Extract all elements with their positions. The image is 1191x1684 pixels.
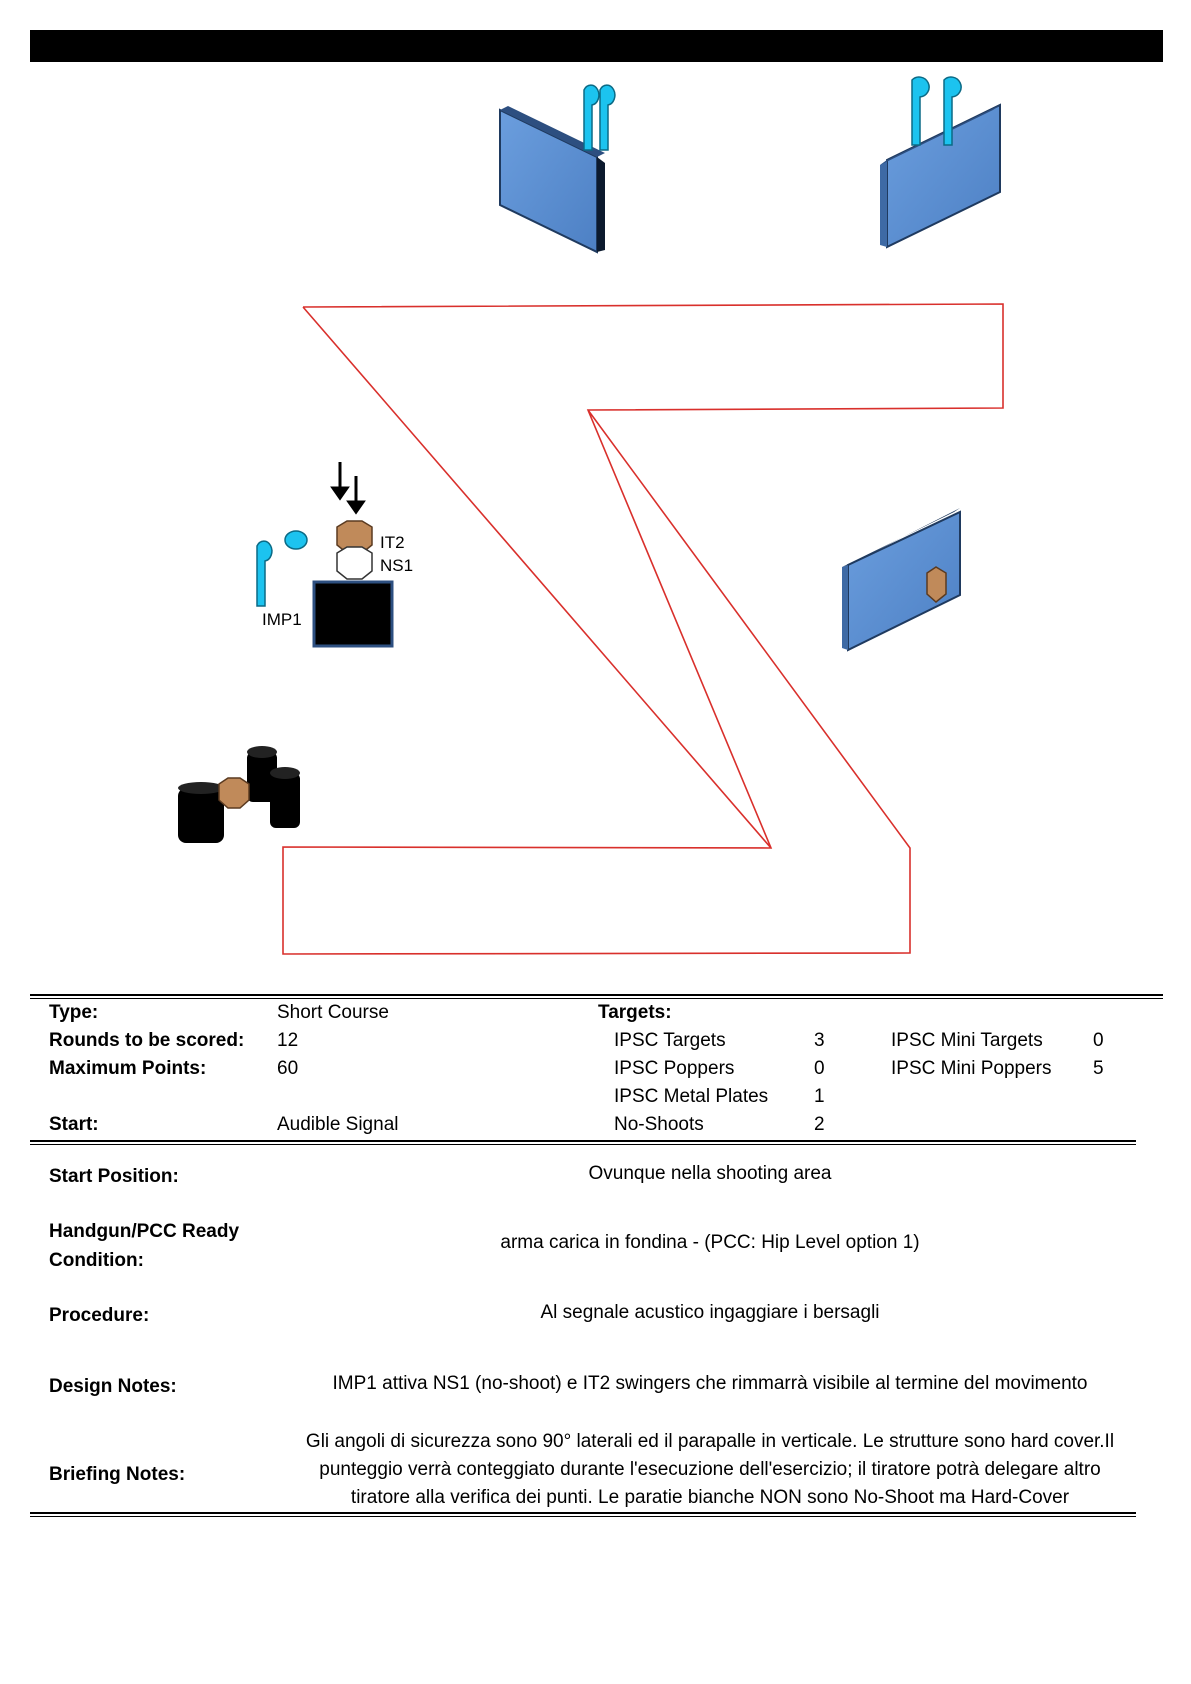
target-ipsc-value: 3 (814, 1030, 825, 1051)
mini-poppers-value: 5 (1093, 1058, 1104, 1079)
ready-label-1: Handgun/PCC Ready (49, 1221, 240, 1242)
no-shoot-ns1 (337, 547, 372, 579)
briefing-line-2: punteggio verrà conteggiato durante l'esecuzione dell'esercizio; il tiratore potrà delegare altro (319, 1459, 1101, 1480)
popper-pair-1 (584, 85, 615, 150)
briefing-line-3: tiratore alla verifica dei punti. Le paratie bianche NON sono No-Shoot ma Hard-Cover (350, 1487, 1070, 1508)
rounds-label: Rounds to be scored: (49, 1030, 245, 1051)
procedure-label: Procedure: (49, 1305, 150, 1326)
procedure-value: Al segnale acustico ingaggiare i bersagli (540, 1302, 880, 1323)
rounds-value: 12 (277, 1030, 299, 1051)
target-plates-value: 1 (814, 1086, 825, 1107)
mini-targets-label: IPSC Mini Targets (891, 1030, 1043, 1051)
target-plates-label: IPSC Metal Plates (614, 1086, 769, 1107)
type-label: Type: (49, 1002, 99, 1023)
type-value: Short Course (277, 1002, 389, 1023)
points-value: 60 (277, 1058, 299, 1079)
popper-imp1 (257, 541, 272, 606)
label-imp1: IMP1 (262, 610, 302, 629)
divider-mid (30, 1140, 1136, 1145)
points-label: Maximum Points: (49, 1058, 207, 1079)
target-noshoots-label: No-Shoots (614, 1114, 704, 1135)
ready-label-2: Condition: (49, 1250, 144, 1271)
target-poppers-value: 0 (814, 1058, 825, 1079)
mini-poppers-label: IPSC Mini Poppers (891, 1058, 1052, 1079)
target-noshoots-value: 2 (814, 1114, 825, 1135)
briefing-notes-label: Briefing Notes: (49, 1464, 186, 1485)
label-ns1: NS1 (380, 556, 414, 575)
mini-targets-value: 0 (1093, 1030, 1104, 1051)
start-value: Audible Signal (277, 1114, 399, 1135)
divider-bottom (30, 1512, 1136, 1517)
start-label: Start: (49, 1114, 99, 1135)
target-ipsc-label: IPSC Targets (614, 1030, 726, 1051)
divider-top (30, 994, 1163, 999)
target-right (927, 567, 946, 602)
label-it2: IT2 (380, 533, 405, 552)
target-tires (219, 778, 249, 808)
design-notes-value: IMP1 attiva NS1 (no-shoot) e IT2 swingers che rimmarrà visibile al termine del movimento (332, 1373, 1088, 1394)
mini-popper (285, 531, 307, 549)
activation-arrows (333, 462, 363, 512)
start-position-label: Start Position: (49, 1166, 179, 1187)
briefing-line-1: Gli angoli di sicurezza sono 90° laterali ed il parapalle in verticale. Le strutture sono hard cover.Il (305, 1431, 1115, 1452)
start-position-value: Ovunque nella shooting area (588, 1163, 832, 1184)
box-black (314, 582, 392, 646)
design-notes-label: Design Notes: (49, 1376, 177, 1397)
ready-value: arma carica in fondina - (PCC: Hip Level option 1) (500, 1232, 920, 1253)
target-poppers-label: IPSC Poppers (614, 1058, 735, 1079)
wall-top-right (880, 105, 1000, 247)
targets-heading: Targets: (598, 1002, 672, 1023)
